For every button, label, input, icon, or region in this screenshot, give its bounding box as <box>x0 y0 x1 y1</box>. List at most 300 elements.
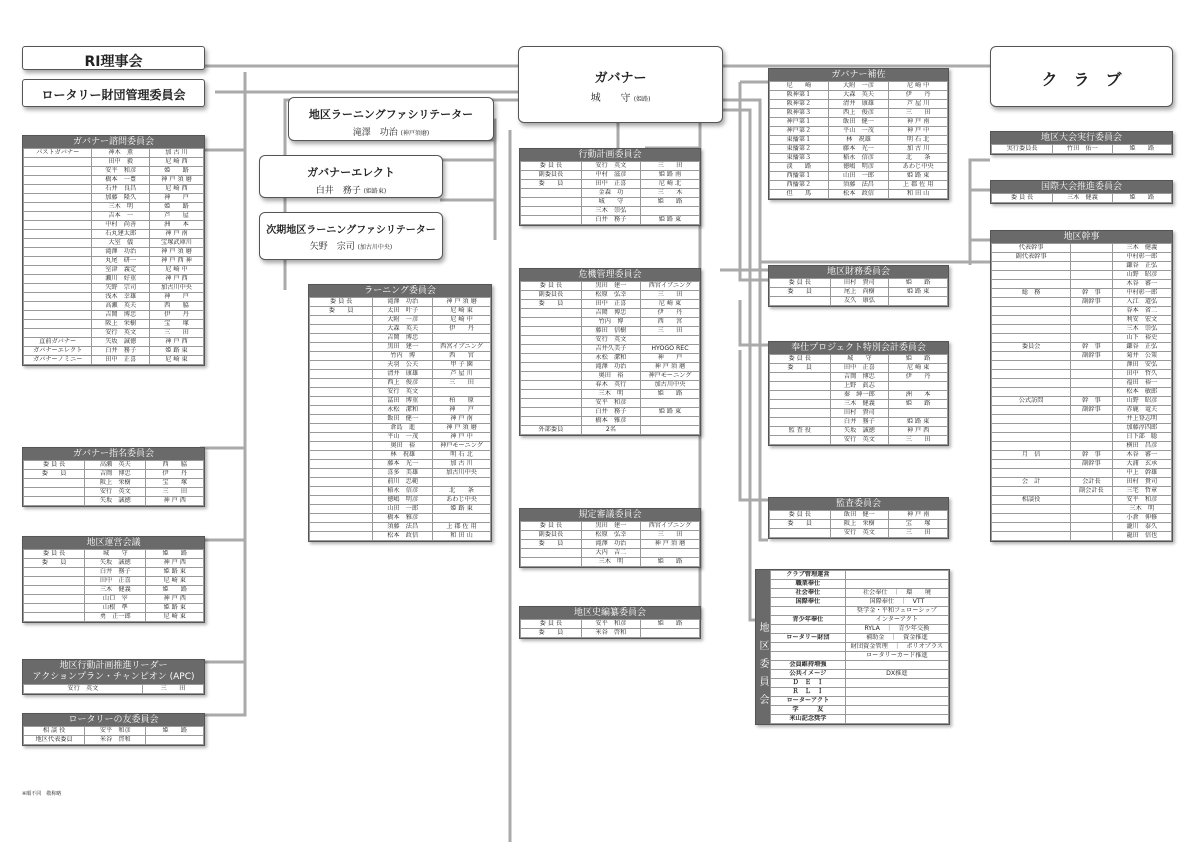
table-cell: 矢坂 誠徳 <box>85 497 146 506</box>
table-row <box>992 496 1172 505</box>
table-cell: 明 石 北 <box>889 136 948 145</box>
table-cell <box>24 586 85 595</box>
table-cell: 神 戸 西 <box>889 427 948 436</box>
table-cell: 宝 塚 <box>146 479 204 488</box>
table-cell: 白井 務子 <box>92 347 150 356</box>
table-row <box>992 424 1172 433</box>
table-cell: 大室 儀 <box>92 239 150 248</box>
table-row <box>310 298 491 307</box>
table-cell: 姫 路 東 <box>146 568 204 577</box>
table-row <box>770 91 948 100</box>
table-row <box>770 382 948 391</box>
table-cell <box>310 487 373 496</box>
table-row <box>24 488 204 497</box>
table-cell <box>24 577 85 586</box>
table-row <box>310 343 491 352</box>
table-cell: 国際奉仕 <box>771 598 846 607</box>
dlf-box <box>288 97 494 141</box>
table-cell: 三 田 <box>640 531 699 540</box>
ge-club: (姫路東) <box>363 188 387 195</box>
table-cell: 西播第１ <box>770 172 829 181</box>
table-cell: 松原 弘幸 <box>581 291 640 300</box>
table-cell: 永松 潔和 <box>373 406 433 415</box>
table-cell <box>1071 325 1112 334</box>
table-cell: 淡 路 <box>770 163 829 172</box>
table-cell: 神 戸 須 磨 <box>433 424 491 433</box>
table-cell: 永松 潔和 <box>581 354 640 363</box>
table-cell: 藤田 信樹 <box>581 327 640 336</box>
table-row <box>771 607 949 616</box>
table-cell: 委 員 長 <box>310 298 373 307</box>
table-row <box>771 580 949 589</box>
table-cell <box>1071 280 1112 289</box>
table-cell <box>845 715 948 724</box>
table-cell: 会員維持増強 <box>771 661 846 670</box>
table-cell: 山口 宰 <box>85 595 146 604</box>
table-cell: 林 祝雄 <box>828 136 889 145</box>
table-cell: 神 戸 西 <box>146 595 204 604</box>
table-cell <box>24 185 92 194</box>
table-cell: 尼 崎 東 <box>146 577 204 586</box>
table-cell: 高瀬 英夫 <box>92 302 150 311</box>
dlf-name: 滝澤 功治 <box>352 128 398 138</box>
table-cell: 月 信 <box>992 451 1071 460</box>
table-cell <box>992 298 1071 307</box>
member-table <box>23 460 204 506</box>
governor-club: (姫路) <box>633 96 651 103</box>
table-cell: 藤本 光一 <box>828 145 889 154</box>
table-title: 地区史編纂委員会 <box>520 607 700 619</box>
table-cell: 奥田 裕 <box>373 442 433 451</box>
member-table <box>769 354 948 445</box>
table-cell <box>1071 262 1112 271</box>
table-title: 規定審議委員会 <box>520 509 700 521</box>
table-row <box>771 643 949 652</box>
table-cell <box>992 469 1071 478</box>
table-cell: 中村 尚善 <box>92 221 150 230</box>
member-table <box>769 81 948 199</box>
audit-committee <box>768 497 949 539</box>
table-cell: 三 田 <box>146 488 204 497</box>
table-cell: 姫 路 東 <box>889 172 948 181</box>
table-cell: 尼 崎 北 <box>640 180 699 189</box>
table-cell: 三木 健義 <box>1112 244 1171 253</box>
district-history-committee <box>519 606 701 639</box>
table-row <box>770 145 948 154</box>
table-row <box>521 180 700 189</box>
table-row <box>992 262 1172 271</box>
table-row <box>770 391 948 400</box>
table-cell: 室津 義定 <box>92 266 150 275</box>
ri-board-box <box>22 46 205 70</box>
table-cell <box>521 549 582 558</box>
table-cell: 尼 崎 西 <box>149 185 203 194</box>
table-cell: 芦 屋 川 <box>889 100 948 109</box>
district-conference-committee <box>990 131 1173 155</box>
table-cell: 財団資金管理 ｜ ポリオプラス <box>845 643 948 652</box>
table-cell: 総 務 <box>992 289 1071 298</box>
table-cell: 加 古 川 <box>433 460 491 469</box>
member-table <box>769 510 948 538</box>
table-cell <box>24 497 85 506</box>
table-cell: 三 田 <box>640 162 699 171</box>
table-cell <box>521 381 582 390</box>
table-cell: 尼 崎 東 <box>889 364 948 373</box>
table-cell <box>845 571 948 580</box>
table-row <box>771 697 949 706</box>
table-cell: 姫 路 東 <box>149 347 203 356</box>
table-cell: 安平 和彦 <box>581 620 640 629</box>
table-cell: 神 戸 <box>149 293 203 302</box>
table-cell: 芦 屋 川 <box>433 370 491 379</box>
table-row <box>770 100 948 109</box>
table-cell: 春木 英行 <box>581 381 640 390</box>
table-cell: DX推進 <box>845 670 948 679</box>
table-cell <box>640 629 699 638</box>
table-cell <box>310 478 373 487</box>
table-row <box>521 549 700 558</box>
table-cell: 西播第２ <box>770 181 829 190</box>
table-cell: 神戸第２ <box>770 127 829 136</box>
table-cell: ロータリーカード推進 <box>845 652 948 661</box>
table-row <box>24 479 204 488</box>
table-cell: 上 郡 佐 用 <box>433 523 491 532</box>
table-row <box>992 361 1172 370</box>
table-row <box>521 300 700 309</box>
table-row <box>24 550 204 559</box>
table-row <box>521 531 700 540</box>
table-row <box>992 370 1172 379</box>
table-cell: 三木 明 <box>581 390 640 399</box>
table-cell: 姫 路 <box>640 198 699 207</box>
table-cell <box>521 399 582 408</box>
crisis-management-committee <box>519 268 701 436</box>
table-cell: 大内 吉二 <box>581 549 640 558</box>
ge-name: 白井 務子 <box>315 186 361 196</box>
table-title: ロータリーの友委員会 <box>23 714 204 726</box>
table-cell <box>845 661 948 670</box>
table-cell <box>845 679 948 688</box>
table-cell: 姫 路 <box>146 727 204 736</box>
table-cell: 木谷 審一 <box>1112 451 1171 460</box>
table-cell: 委 員 長 <box>24 550 85 559</box>
table-cell <box>992 424 1071 433</box>
table-cell: 天羽 公夫 <box>373 361 433 370</box>
table-row <box>24 194 204 203</box>
table-cell: 清井 康雄 <box>828 100 889 109</box>
table-cell <box>771 643 846 652</box>
table-cell <box>889 297 948 306</box>
table-cell: 田村 貴司 <box>830 279 889 288</box>
table-cell: 伊 丹 <box>149 311 203 320</box>
table-row <box>521 318 700 327</box>
table-cell <box>992 514 1071 523</box>
table-cell: 米谷 啓和 <box>581 629 640 638</box>
table-cell <box>310 523 373 532</box>
table-cell: 和 田 山 <box>889 190 948 199</box>
table-cell: 姫 路 東 <box>640 216 699 225</box>
table-row <box>771 715 949 724</box>
table-cell <box>310 460 373 469</box>
table-cell <box>992 307 1071 316</box>
table-cell: 矢坂 誠徳 <box>85 559 146 568</box>
table-cell <box>24 320 92 329</box>
table-cell: 公共イメージ <box>771 670 846 679</box>
table-row <box>24 176 204 185</box>
table-row <box>310 487 491 496</box>
table-cell <box>146 736 204 745</box>
table-row <box>770 529 948 538</box>
table-cell: 神 戸 須 磨 <box>149 176 203 185</box>
table-row <box>521 620 700 629</box>
table-cell: 委 員 長 <box>770 355 831 364</box>
table-row <box>521 189 700 198</box>
table-cell: 姫 路 <box>889 355 948 364</box>
table-cell: 神戸第１ <box>770 118 829 127</box>
table-cell: 姫 路 東 <box>889 288 948 297</box>
table-row <box>310 361 491 370</box>
table-cell: 三 田 <box>640 291 699 300</box>
table-cell: 副幹事 <box>1071 406 1112 415</box>
table-row <box>770 511 948 520</box>
table-cell <box>24 158 92 167</box>
table-cell: 伊 丹 <box>640 309 699 318</box>
table-cell: 橋本 雅彦 <box>373 514 433 523</box>
table-cell <box>1071 316 1112 325</box>
table-row <box>770 436 948 445</box>
table-cell: 山下 裕史 <box>1112 334 1171 343</box>
table-cell: 阪上 栄樹 <box>830 520 889 529</box>
table-row <box>24 586 204 595</box>
table-cell: 姫 路 南 <box>640 171 699 180</box>
table-cell <box>24 479 85 488</box>
table-row <box>24 338 204 347</box>
table-cell: 委 員 <box>521 180 582 189</box>
table-cell <box>310 325 373 334</box>
table-cell: 入江 道弘 <box>1112 298 1171 307</box>
table-cell: 姫 路 <box>146 586 204 595</box>
table-cell: 三木 健義 <box>830 400 889 409</box>
table-row <box>992 352 1172 361</box>
table-cell: 委 員 長 <box>521 282 582 291</box>
table-cell: 加古川中央 <box>149 284 203 293</box>
table-cell <box>24 230 92 239</box>
member-table <box>520 161 700 225</box>
table-row <box>310 523 491 532</box>
table-cell: 吉岡 博忠 <box>92 311 150 320</box>
table-cell: 副委員長 <box>521 531 582 540</box>
table-cell <box>640 399 699 408</box>
district-committees <box>755 569 950 725</box>
table-cell: 友久 康弘 <box>830 297 889 306</box>
table-row <box>992 478 1172 487</box>
table-row <box>24 167 204 176</box>
table-cell: 矢坂 誠徳 <box>830 427 889 436</box>
table-cell: 山田 一郎 <box>373 505 433 514</box>
table-row <box>771 688 949 697</box>
table-cell: 尼 崎 <box>770 82 829 91</box>
table-cell: 高瀬 英夫 <box>85 461 146 470</box>
table-cell <box>521 363 582 372</box>
table-cell: 横田 昌彦 <box>1112 442 1171 451</box>
table-row <box>310 424 491 433</box>
table-cell <box>24 248 92 257</box>
table-row <box>24 347 204 356</box>
table-row <box>770 418 948 427</box>
table-cell: 上野 眞志 <box>830 382 889 391</box>
table-cell <box>24 311 92 320</box>
table-cell: 吉岡 博忠 <box>85 470 146 479</box>
table-cell <box>521 408 582 417</box>
table-cell: 神戸モーニング <box>433 442 491 451</box>
table-row <box>24 185 204 194</box>
table-cell <box>640 207 699 216</box>
table-cell: 委 員 <box>310 307 373 316</box>
table-cell <box>521 390 582 399</box>
ndlf-club: (加古川中央) <box>357 244 393 251</box>
table-title: 地区財務委員会 <box>769 266 948 278</box>
table-cell: 中上 幹雄 <box>1112 469 1171 478</box>
table-cell <box>770 436 831 445</box>
table-cell: 阪神第１ <box>770 91 829 100</box>
table-row <box>310 370 491 379</box>
table-cell: 但 馬 <box>770 190 829 199</box>
table-cell <box>24 275 92 284</box>
table-cell <box>310 379 373 388</box>
table-row <box>310 352 491 361</box>
table-cell: 稲永 信彦 <box>828 154 889 163</box>
table-cell: 三 田 <box>889 436 948 445</box>
table-cell: 中村 滋彦 <box>581 171 640 180</box>
table-cell: 大附 一彦 <box>828 82 889 91</box>
table-cell: 神 戸 南 <box>149 230 203 239</box>
table-cell: 前川 忠範 <box>373 478 433 487</box>
table-row <box>992 505 1172 514</box>
table-cell: 吉岡 博忠 <box>373 334 433 343</box>
table-cell <box>992 352 1071 361</box>
table-cell <box>24 302 92 311</box>
table-cell: 滝澤 功治 <box>581 540 640 549</box>
table-row <box>521 390 700 399</box>
table-cell <box>992 370 1071 379</box>
table-cell: 尼 崎 中 <box>149 266 203 275</box>
table-row <box>521 336 700 345</box>
table-cell: 尼 崎 西 <box>149 158 203 167</box>
table-row <box>24 356 204 365</box>
rotary-friends-committee <box>22 713 205 746</box>
table-cell: 山根 準 <box>85 604 146 613</box>
table-cell: 橋本 雅彦 <box>581 417 640 426</box>
table-cell: 宝 塚 <box>149 320 203 329</box>
table-cell <box>771 607 846 616</box>
table-cell: 西 脇 <box>149 302 203 311</box>
table-row <box>310 514 491 523</box>
table-cell <box>310 343 373 352</box>
ndlf-title: 次期地区ラーニングファシリテーター <box>266 225 436 236</box>
table-cell: 福田 裕一 <box>1112 379 1171 388</box>
table-cell: 洲 本 <box>889 391 948 400</box>
table-cell: 倉島 進 <box>373 424 433 433</box>
table-cell: あわじ中央 <box>889 163 948 172</box>
table-cell: 伊 丹 <box>889 373 948 382</box>
table-cell: 委 員 <box>770 288 831 297</box>
table-cell: 2名 <box>581 426 640 435</box>
table-cell: 神 戸 南 <box>889 511 948 520</box>
table-cell: 三木 健義 <box>85 586 146 595</box>
governor-title: ガバナー <box>594 71 647 86</box>
table-cell <box>310 316 373 325</box>
dlf-club: (神戸須磨) <box>400 130 430 137</box>
table-row <box>24 461 204 470</box>
table-cell: 神 戸 西 <box>146 559 204 568</box>
table-cell: 竹田 佑一 <box>1053 145 1112 154</box>
table-cell: 平山 一茂 <box>373 433 433 442</box>
table-row <box>771 661 949 670</box>
table-cell <box>992 523 1071 532</box>
table-cell: 副代表幹事 <box>992 253 1071 262</box>
table-row <box>992 334 1172 343</box>
table-cell: 監 査 役 <box>770 427 831 436</box>
table-row <box>992 271 1172 280</box>
table-title: 地区幹事 <box>991 231 1172 243</box>
table-cell: 清井 康雄 <box>373 370 433 379</box>
table-cell: 滝澤 功治 <box>373 298 433 307</box>
table-cell: 吉岡 博忠 <box>830 373 889 382</box>
table-cell <box>1071 244 1112 253</box>
table-cell: 伊 丹 <box>433 325 491 334</box>
table-cell: 阪神第３ <box>770 109 829 118</box>
district-committees-table <box>770 570 949 724</box>
table-cell: 田中 正喜 <box>85 577 146 586</box>
table-row <box>992 280 1172 289</box>
table-cell: 幹 事 <box>1071 343 1112 352</box>
ndlf-box <box>259 212 443 260</box>
member-table <box>520 521 700 567</box>
table-title: ガバナー補佐 <box>769 69 948 81</box>
member-table <box>23 148 204 365</box>
table-cell: 北 条 <box>433 487 491 496</box>
table-cell: 神 戸 <box>433 406 491 415</box>
table-cell: 奥田 裕 <box>581 372 640 381</box>
table-cell <box>24 568 85 577</box>
table-cell: 竹内 博 <box>581 318 640 327</box>
table-cell: 三木 明 <box>92 203 150 212</box>
table-cell: 相 談 役 <box>24 727 85 736</box>
table-cell: 松本 政信 <box>828 190 889 199</box>
table-cell <box>521 336 582 345</box>
table-cell <box>24 329 92 338</box>
table-cell: 副委員長 <box>521 291 582 300</box>
table-cell <box>310 397 373 406</box>
governor-box <box>518 46 723 123</box>
table-row <box>770 190 948 199</box>
table-cell: 大森 英夫 <box>828 91 889 100</box>
table-cell: 社会奉仕 <box>771 589 846 598</box>
table-cell: 尾上 尚樹 <box>830 288 889 297</box>
table-cell <box>770 529 831 538</box>
table-cell <box>1071 496 1112 505</box>
table-cell: インターアクト <box>845 616 948 625</box>
table-row <box>24 736 204 745</box>
table-cell: 神 戸 中 <box>433 433 491 442</box>
table-row <box>24 604 204 613</box>
table-cell <box>992 442 1071 451</box>
table-cell <box>640 417 699 426</box>
table-cell: 吉本 一 <box>92 212 150 221</box>
table-row <box>771 598 949 607</box>
table-row <box>521 372 700 381</box>
table-cell: 石井 良昌 <box>92 185 150 194</box>
